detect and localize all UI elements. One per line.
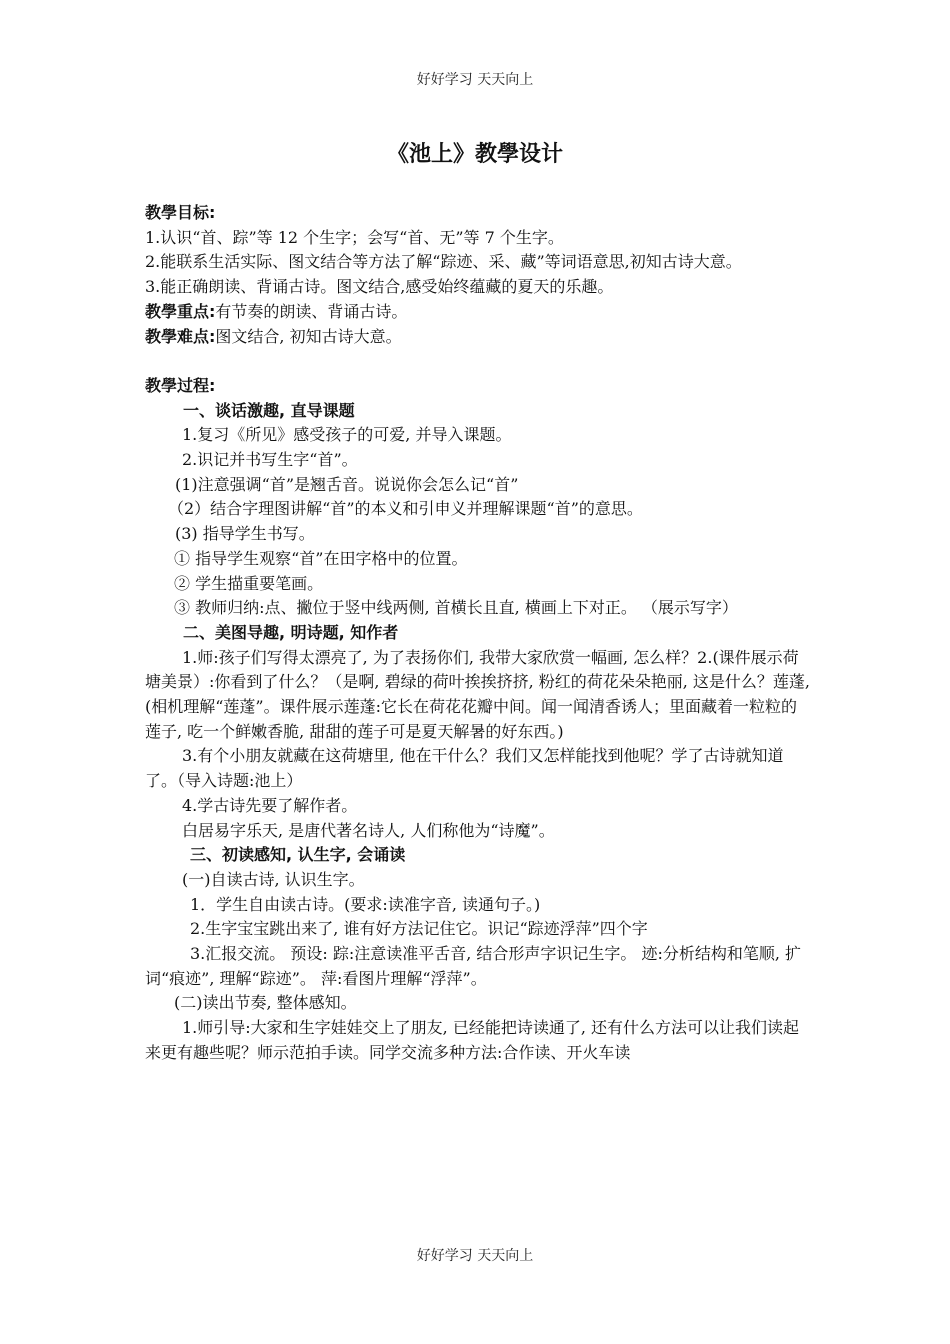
s3-line-2: 1．学生自由读古诗。(要求:读准字音, 读通句子。) <box>190 894 541 914</box>
s2-paragraph-2: 3.有个小朋友就藏在这荷塘里, 他在干什么？我们又怎样能找到他呢？学了古诗就知道了。（导入诗题:池上） <box>145 746 784 791</box>
page-footer: 好好学习 天天向上 <box>416 1248 534 1264</box>
s1-line-5: (3) 指导学生书写。 <box>175 524 315 544</box>
s2-paragraph-3: 4.学古诗先要了解作者。 <box>182 795 358 815</box>
difficulty-text: 图文结合, 初知古诗大意。 <box>215 326 402 346</box>
s1-line-7: ② 学生描重要笔画。 <box>174 573 324 593</box>
section-2-heading: 二、美图导趣, 明诗题, 知作者 <box>183 622 399 642</box>
s3-line-1: (一)自读古诗, 认识生字。 <box>182 869 365 889</box>
section-1-heading: 一、谈话激趣, 直导课题 <box>183 400 355 420</box>
s1-line-6: ① 指导学生观察“首”在田字格中的位置。 <box>174 548 468 568</box>
goals-label: 教學目标: <box>145 203 216 222</box>
goal-3: 3.能正确朗读、背诵古诗。图文结合,感受始终蕴藏的夏天的乐趣。 <box>145 277 614 297</box>
process-label: 教學过程: <box>145 375 216 395</box>
s1-line-3: (1)注意强调“首”是翘舌音。说说你会怎么记“首” <box>175 474 519 494</box>
s1-line-4: （2）结合字理图讲解“首”的本义和引申义并理解课题“首”的意思。 <box>168 499 643 519</box>
s1-line-2: 2.识记并书写生字“首”。 <box>182 450 358 470</box>
s1-line-1: 1.复习《所见》感受孩子的可爱, 并导入课题。 <box>182 425 512 445</box>
key-point <box>145 300 810 325</box>
s2-paragraph-1: 1.师:孩子们写得太漂亮了, 为了表扬你们, 我带大家欣赏一幅画, 怎么样？2.(课件展示荷塘美景）:你看到了什么？（是啊, 碧绿的荷叶挨挨挤挤, 粉红的荷花朵朵艳丽, 这是什么？莲蓬, (相机理解“莲蓬”。课件展示莲蓬:它长在荷花花瓣中间。闻一闻清香诱人；里面藏着一粒粒的莲子, 吃一个鲜嫩香脆, 甜甜的莲子可是夏天解暑的好东西。) <box>145 647 810 741</box>
difficulty <box>145 325 810 350</box>
page-header: 好好学习 天天向上 <box>416 72 534 88</box>
goal-1: 1.认识“首、踪”等 12 个生字；会写“首、无”等 7 个生字。 <box>145 227 564 247</box>
key-label: 教學重点: <box>145 301 216 321</box>
s2-paragraph-4: 白居易字乐天, 是唐代著名诗人, 人们称他为“诗魔”。 <box>182 820 555 840</box>
difficulty-label: 教學难点: <box>145 326 216 346</box>
s3-line-5: (二)读出节奏, 整体感知。 <box>174 993 357 1013</box>
s3-line-4: 3.汇报交流。 预设: 踪:注意读准平舌音, 结合形声字识记生字。 迹:分析结构和笔顺, 扩词“痕迹”, 理解“踪迹”。 萍:看图片理解“浮萍”。 <box>145 944 802 988</box>
document-title: 《池上》教學设计 <box>386 142 563 167</box>
key-text: 有节奏的朗读、背诵古诗。 <box>215 301 408 321</box>
s3-line-3: 2.生字宝宝跳出来了, 谁有好方法记住它。识记“踪迹浮萍”四个字 <box>190 919 648 939</box>
goal-2: 2.能联系生活实际、图文结合等方法了解“踪迹、采、藏”等词语意思,初知古诗大意。 <box>145 252 742 272</box>
document-body <box>145 201 810 1066</box>
s1-line-8: ③ 教师归纳:点、撇位于竖中线两侧, 首横长且直, 横画上下对正。 （展示写字） <box>174 598 738 618</box>
section-3-heading: 三、初读感知, 认生字, 会诵读 <box>190 845 406 865</box>
s3-line-6: 1.师引导:大家和生字娃娃交上了朋友, 已经能把诗读通了, 还有什么方法可以让我们读起来更有趣些呢？师示范拍手读。同学交流多种方法:合作读、开火车读 <box>145 1018 800 1062</box>
